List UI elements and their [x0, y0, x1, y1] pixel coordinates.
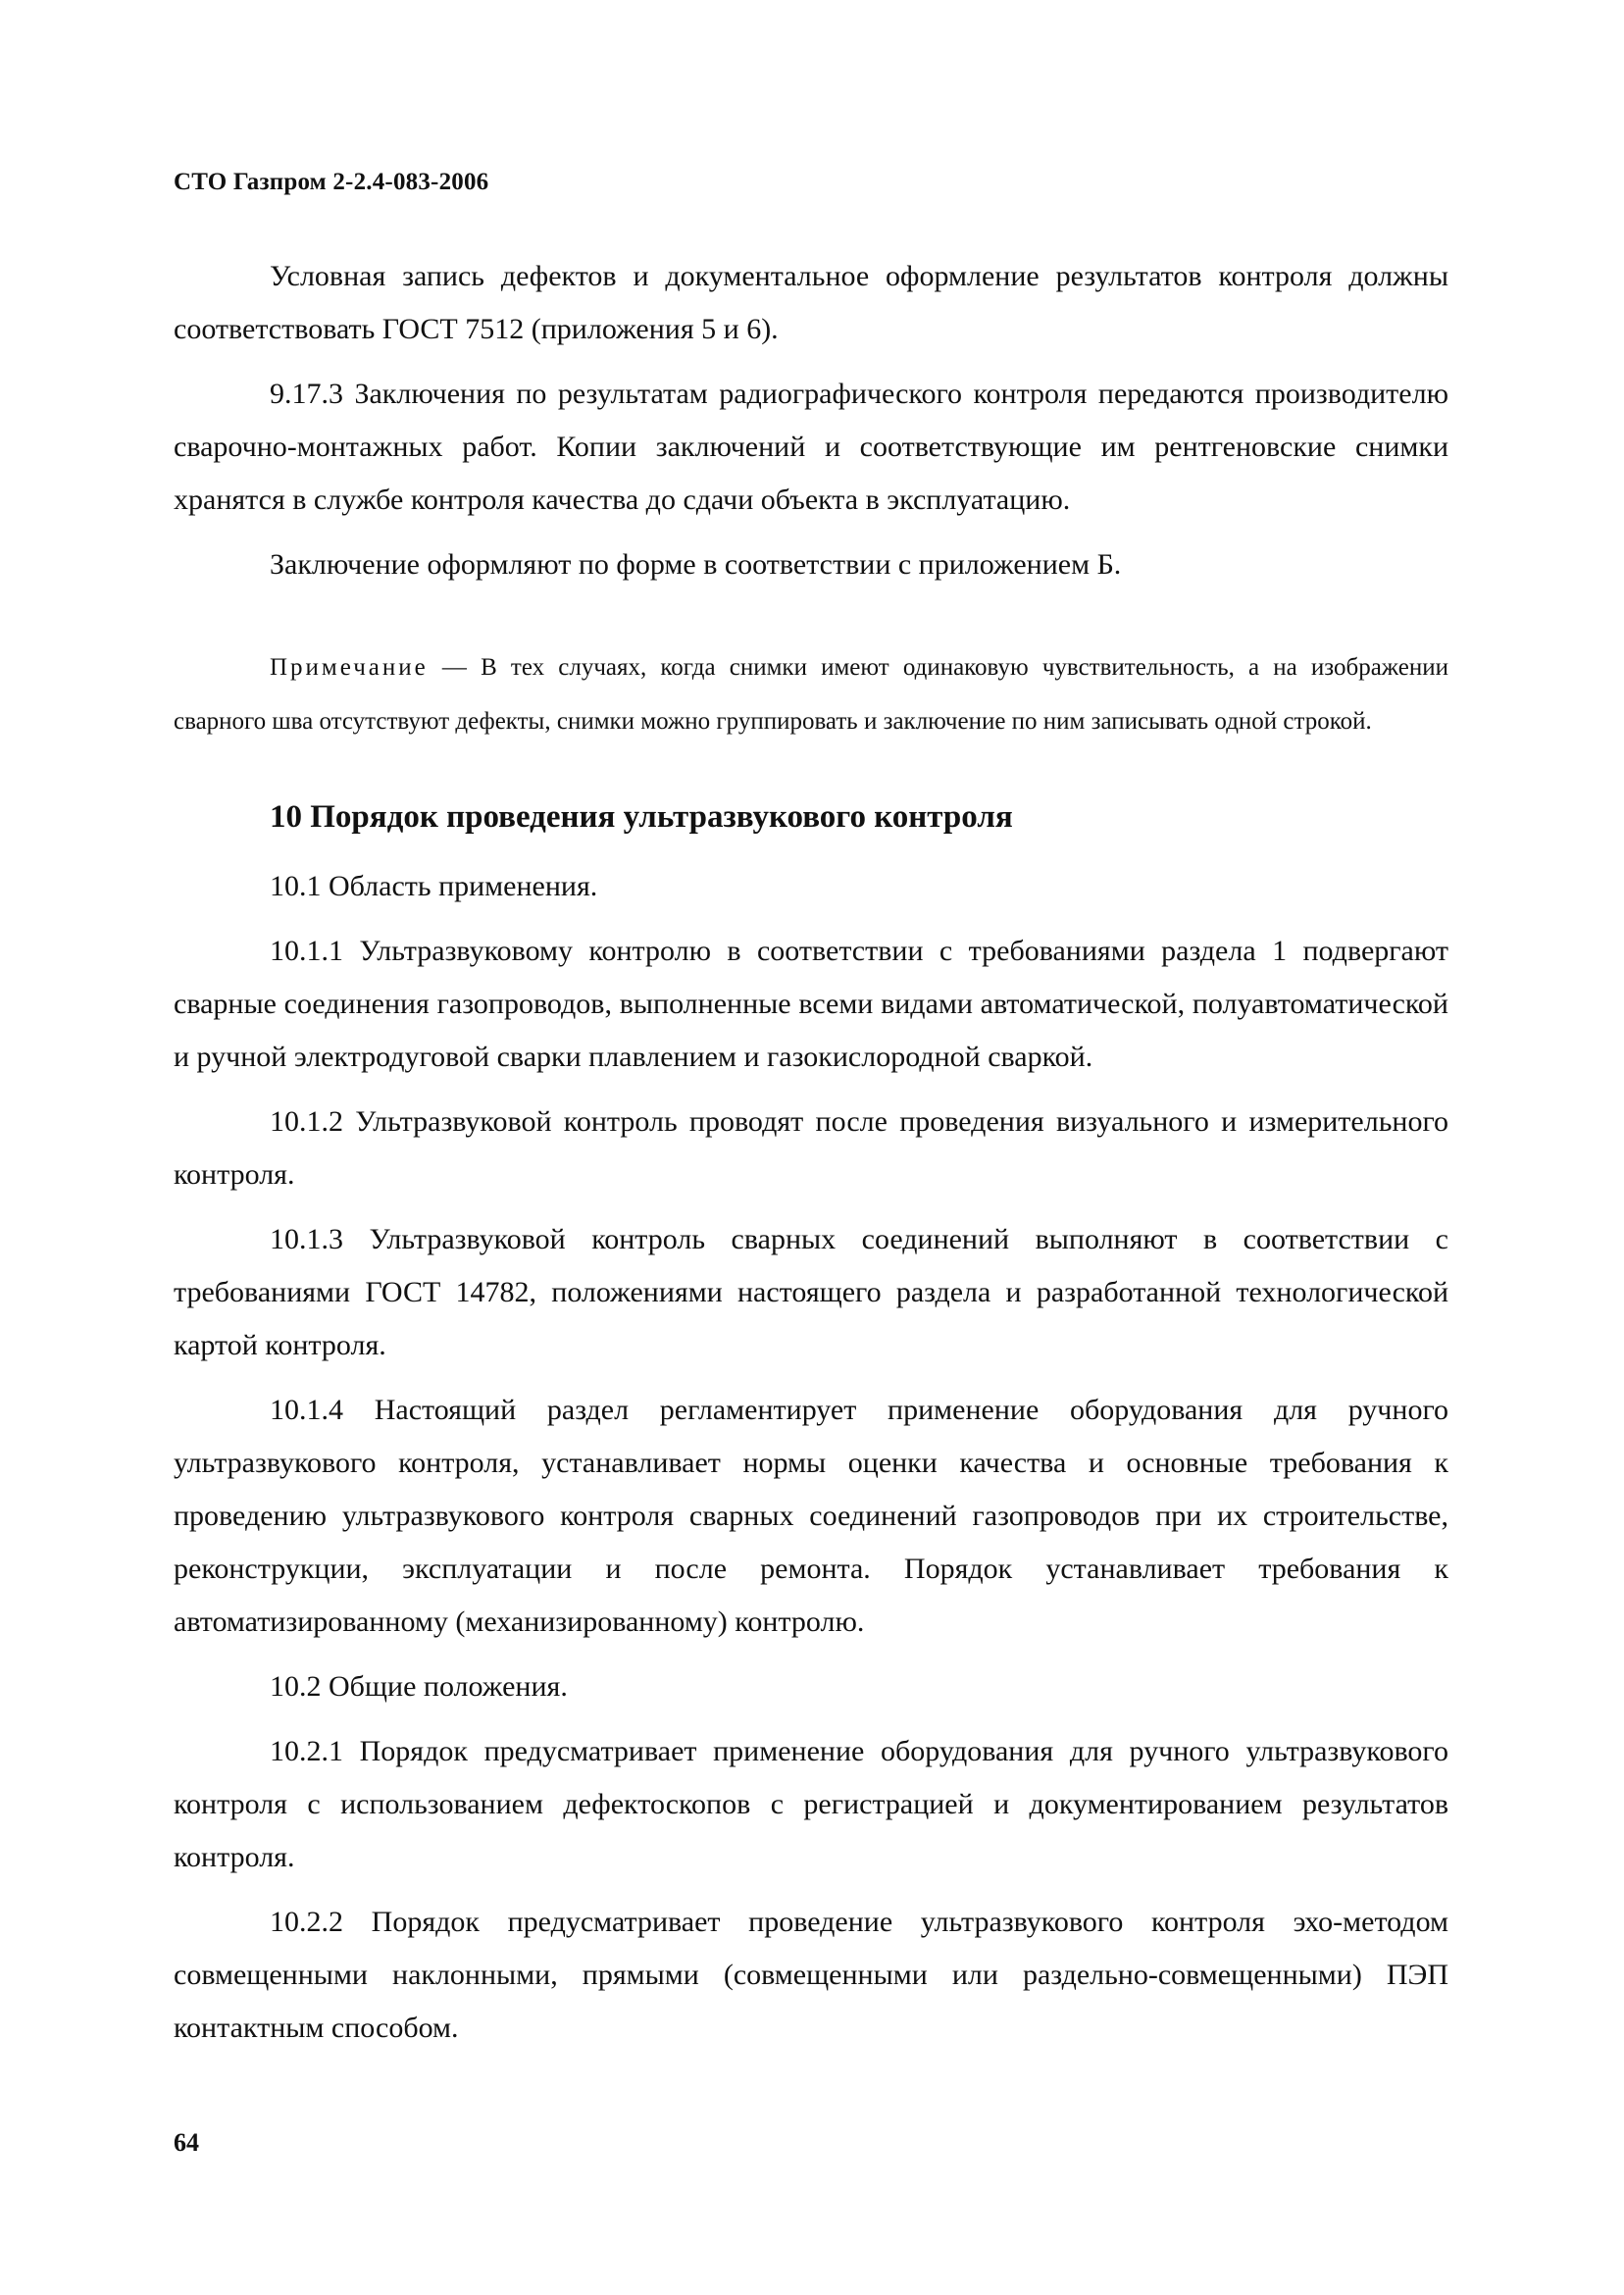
paragraph-10-1-3: 10.1.3 Ультразвуковой контроль сварных соединений выполняют в соответствии с требованиями ГОСТ 14782, положениями настоящего раздела и разработанной технологической картой контроля. [174, 1223, 1448, 1361]
paragraph-9-17-3: 9.17.3 Заключения по результатам радиографического контроля передаются производителю сварочно-монтажных работ. Копии заключений и соответствующие им рентгеновские снимки хранятся в службе контроля качества до сдачи объекта в эксплуатацию. [174, 378, 1448, 516]
note-text: — В тех случаях, когда снимки имеют одинаковую чувствительность, а на изображении сварного шва отсутствуют дефекты, снимки можно группировать и заключение по ним записывать одной строкой. [174, 654, 1448, 735]
paragraph-10-2: 10.2 Общие положения. [270, 1670, 568, 1703]
document-code-header: СТО Газпром 2-2.4-083-2006 [174, 169, 489, 195]
paragraph-conclusion-form: Заключение оформляют по форме в соответствии с приложением Б. [270, 548, 1122, 581]
paragraph-10-1: 10.1 Область применения. [270, 870, 598, 902]
paragraph-10-1-2: 10.1.2 Ультразвуковой контроль проводят после проведения визуального и измерительного контроля. [174, 1105, 1448, 1191]
paragraph-10-2-2: 10.2.2 Порядок предусматривает проведение ультразвукового контроля эхо-методом совмещенными наклонными, прямыми (совмещенными или раздельно-совмещенными) ПЭП контактным способом. [174, 1906, 1448, 2044]
document-body [174, 250, 1448, 2055]
page-number: 64 [174, 2128, 199, 2157]
paragraph-10-2-1: 10.2.1 Порядок предусматривает применение оборудования для ручного ультразвукового контроля с использованием дефектоскопов с регистрацией и документированием результатов контроля. [174, 1735, 1448, 1873]
note-block [174, 640, 1448, 748]
note-label: Примечание [270, 654, 429, 681]
paragraph-10-1-1: 10.1.1 Ультразвуковому контролю в соответствии с требованиями раздела 1 подвергают сварные соединения газопроводов, выполненные всеми видами автоматической, полуавтоматической и ручной электродуговой сварки плавлением и газокислородной сваркой. [174, 935, 1448, 1073]
paragraph-defect-notation: Условная запись дефектов и документальное оформление результатов контроля должны соответствовать ГОСТ 7512 (приложения 5 и 6). [174, 260, 1448, 345]
paragraph-10-1-4: 10.1.4 Настоящий раздел регламентирует применение оборудования для ручного ультразвукового контроля, устанавливает нормы оценки качества и основные требования к проведению ультразвукового контроля сварных соединений газопроводов при их строительстве, реконструкции, эксплуатации и после ремонта. Порядок устанавливает требования к автоматизированному (механизированному) контролю. [174, 1394, 1448, 1638]
section-title: 10 Порядок проведения ультразвукового контроля [270, 799, 1013, 835]
